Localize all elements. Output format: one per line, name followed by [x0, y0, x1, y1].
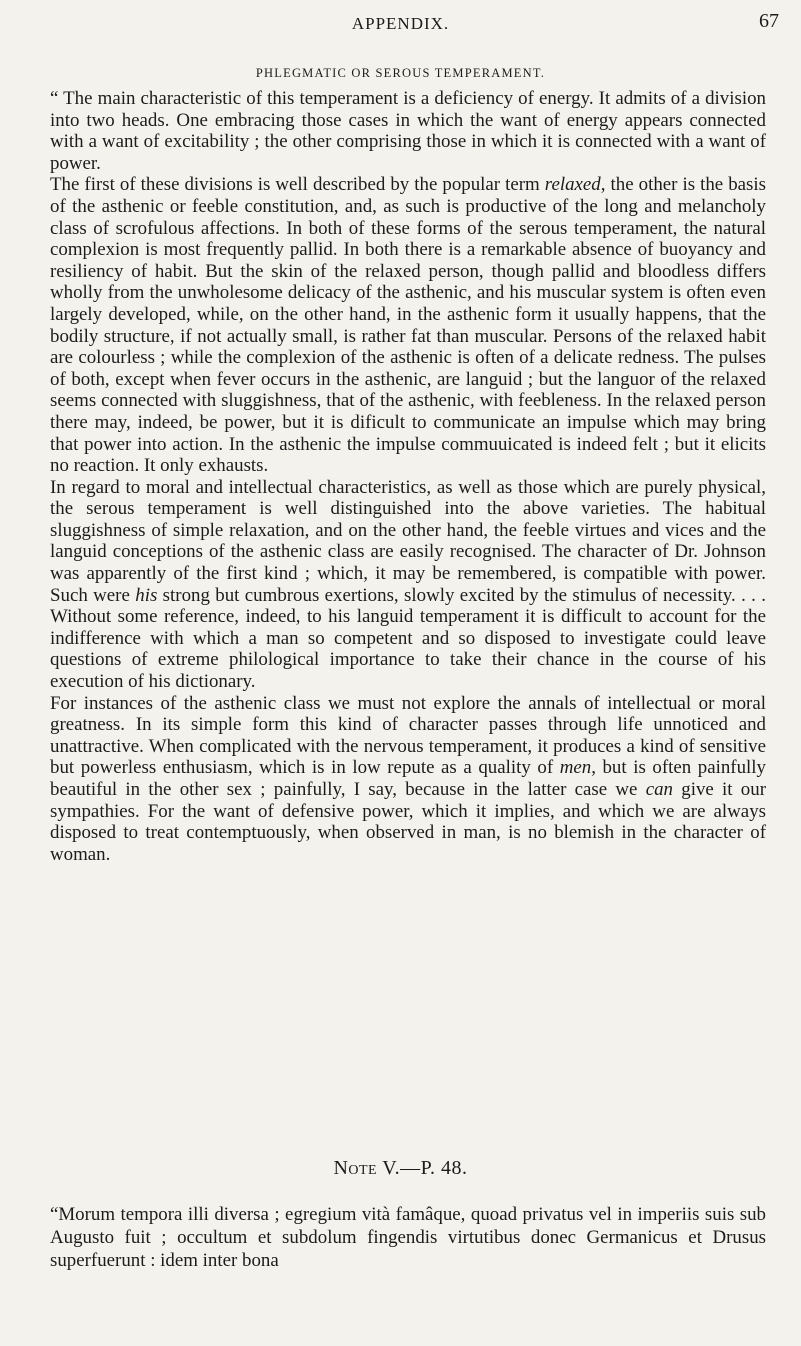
running-head: APPENDIX.	[351, 14, 450, 33]
paragraph-2	[50, 174, 766, 476]
paragraph-1	[50, 88, 766, 174]
paragraph-3-text-b: strong but cumbrous exertions, slowly excited by the stimulus of necessity. . . . Without some reference, indeed, to his languid temperament it is difficult to account for the indifference with which a man so competent and so disposed to investigate could leave questions of extreme philological importance to take their chance in the course of his execution of his dictionary.	[50, 584, 766, 693]
paragraph-1-text: “ The main characteristic of this temperament is a deficiency of energy. It admits of a division into two heads. One embracing those cases in which the want of energy appears connected with a want of excitability ; the other comprising those in which it is connected with a want of power.	[50, 88, 766, 174]
paragraph-4-text-a: For instances of the asthenic class we must not explore the annals of intellectual or moral greatness. In its simple form this kind of character passes through life unnoticed and unattractive. When complicated with the nervous temperament, it produces a kind of sensitive but powerless enthusiasm, which is in low repute as a quality of	[50, 692, 766, 779]
paragraph-4-text-b: , but is often painfully beautiful in the other sex ; painfully, I say, because in the latter case we	[50, 757, 766, 800]
page-number: 67	[759, 10, 779, 32]
paragraph-4-emphasis: men	[559, 757, 592, 779]
paragraph-2-emphasis: relaxed	[544, 174, 601, 196]
paragraph-3-text-a: In regard to moral and intellectual characteristics, as well as those which are purely physical, the serous temperament is well distinguished into the above varieties. The habitual sluggishness of simple relaxation, and on the other hand, the feeble virtues and vices and the languid conceptions of the asthenic class are easily recognised. The character of Dr. Johnson was apparently of the first kind ; which, it may be remembered, is compatible with power. Such were	[50, 476, 766, 606]
main-text	[50, 88, 766, 865]
paragraph-4-emphasis-2: can	[645, 779, 673, 800]
paragraph-2-text-a: The first of these divisions is well described by the popular term	[50, 174, 545, 196]
paragraph-3	[50, 477, 766, 693]
note-heading: Note V.—P. 48.	[333, 1157, 468, 1179]
paragraph-4-text-c: give it our sympathies. For the want of defensive power, which it implies, and which we are always disposed to treat contemptuously, when observed in man, is no blemish in the character of woman.	[50, 779, 766, 865]
paragraph-2-text-b: , the other is the basis of the asthenic or feeble constitution, and, as such is productive of the long and melancholy class of scrofulous affections. In both of these forms of the serous temperament, the natural complexion is most frequently pallid. In both there is a remarkable absence of buoyancy and resiliency of habit. But the skin of the relaxed person, though pallid and bloodless differs wholly from the unwholesome delicacy of the asthenic, and his muscular system is often even largely developed, while, on the other hand, in the asthenic form it usually happens, that the bodily structure, if not actually small, is rather fat than muscular. Persons of the relaxed habit are colourless ; while the complexion of the asthenic is often of a delicate redness. The pulses of both, except when fever occurs in the asthenic, are languid ; but the languor of the relaxed seems connected with sluggishness, that of the asthenic, with feebleness. In the relaxed person there may, indeed, be power, but it is dificult to communicate an impulse which may bring that power into action. In the asthenic the impulse commuuicated is indeed felt ; but it elicits no reaction. It only exhausts.	[50, 174, 766, 477]
note-text-block	[50, 1203, 766, 1272]
paragraph-3-emphasis: his	[135, 584, 158, 606]
section-heading: PHLEGMATIC OR SEROUS TEMPERAMENT.	[255, 66, 546, 80]
note-text: “Morum tempora illi diversa ; egregium vità famâque, quoad privatus vel in imperiis suis sub Augusto fuit ; occultum et subdolum fingendis virtutibus donec Germanicus et Drusus superfuerunt : idem inter bona	[50, 1204, 766, 1271]
paragraph-4	[50, 693, 766, 866]
